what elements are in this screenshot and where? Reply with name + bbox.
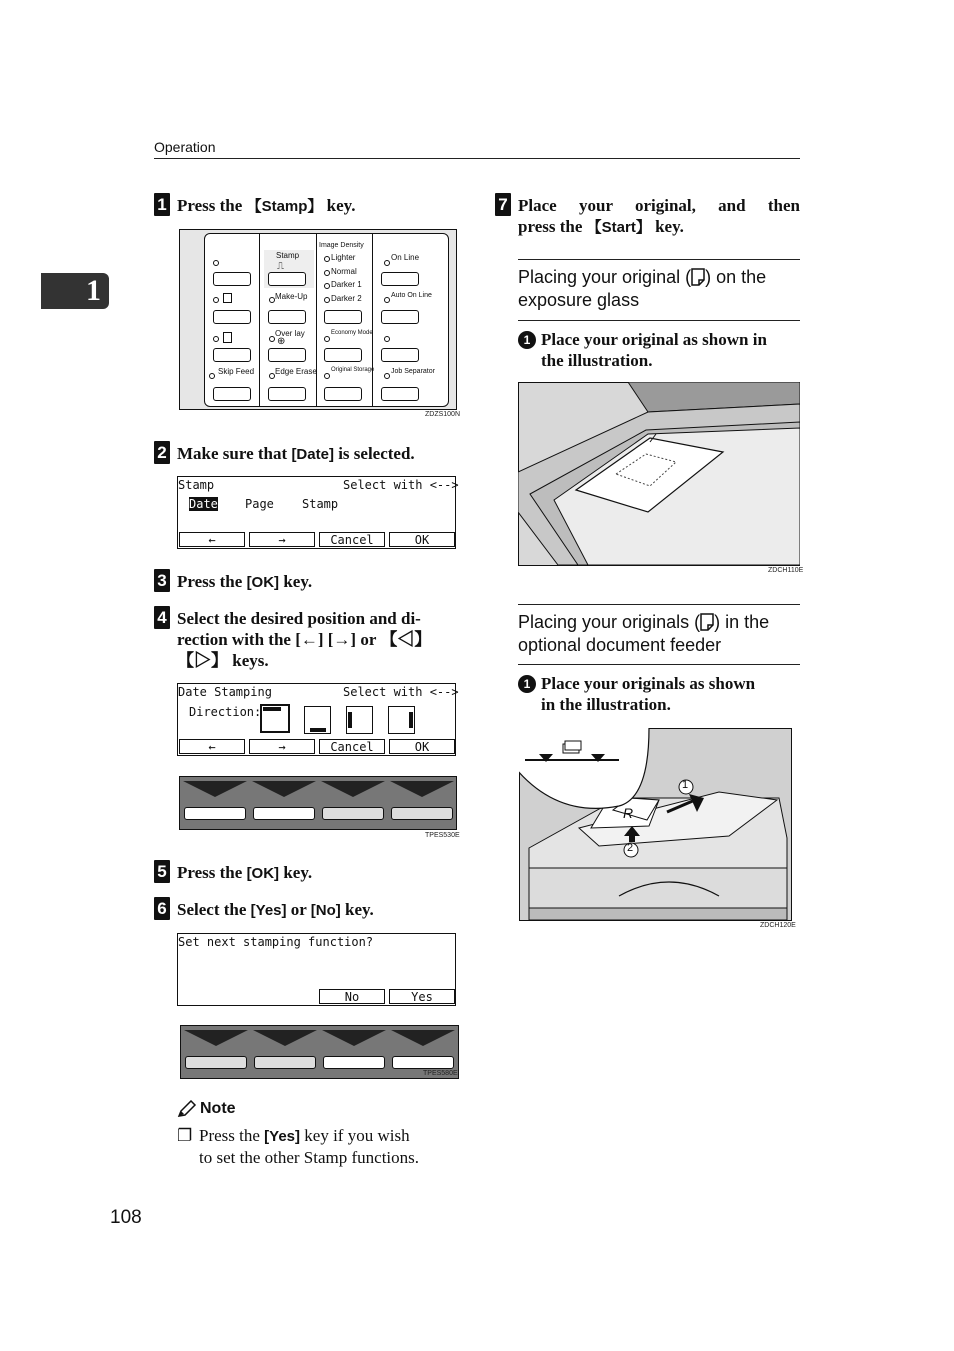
indicator-led [384, 336, 390, 342]
left-arrow-button[interactable]: ← [179, 739, 245, 754]
figure-code: TPES530E [425, 832, 460, 839]
step-3-number: 3 [154, 569, 170, 592]
selection-key[interactable] [392, 1056, 454, 1069]
cancel-button[interactable]: Cancel [319, 532, 385, 547]
substep-line-2: in the illustration. [541, 695, 671, 714]
lcd-title: Stamp [178, 478, 215, 492]
job-separator-label: Job Separator [391, 368, 435, 375]
indicator-led [209, 373, 215, 379]
substep-glass [518, 329, 803, 371]
step-6-text-end: key. [340, 900, 374, 919]
checkbox-bullet-icon: ❐ [177, 1126, 193, 1145]
section-rule [518, 604, 800, 605]
section-rule [518, 259, 800, 260]
section-rule [518, 664, 800, 665]
on-line-label: On Line [391, 253, 420, 262]
down-arrow-icon [252, 781, 316, 797]
yes-button[interactable]: Yes [389, 989, 455, 1004]
step-4-number: 4 [154, 606, 170, 629]
selection-keys-strip [179, 776, 457, 830]
step-4-line-2: rection with the [←] [→] or 【◁】 [177, 630, 432, 649]
step-7-number: 7 [495, 193, 511, 216]
selection-key[interactable] [184, 807, 246, 820]
date-key-label: [Date] [291, 446, 334, 463]
section-title-feeder [518, 611, 803, 657]
figure-code: TPES580E [423, 1070, 458, 1077]
panel-key [213, 310, 251, 324]
step-4 [154, 606, 464, 671]
note-item [177, 1125, 462, 1168]
panel-divider [259, 233, 260, 407]
substep-feeder [518, 673, 803, 715]
section-title-text: Placing your original ( [518, 267, 692, 287]
panel-key [213, 272, 251, 286]
darker-2-label: Darker 2 [331, 294, 362, 303]
no-button[interactable]: No [319, 989, 385, 1004]
indicator-led [213, 336, 219, 342]
step-1 [154, 193, 464, 217]
left-arrow-button[interactable]: ← [179, 532, 245, 547]
selection-key[interactable] [391, 807, 453, 820]
chapter-tab: 1 [41, 273, 109, 309]
panel-key [268, 348, 306, 362]
panel-key [213, 348, 251, 362]
figure-code: ZDCH120E [760, 922, 796, 929]
lcd-date-stamping-screen [177, 683, 459, 756]
step-7 [495, 193, 800, 238]
figure-code: ZDCH110E [768, 567, 804, 574]
lcd-prompt: Set next stamping function? [178, 935, 374, 949]
note-text-end: key if you wish [300, 1126, 410, 1145]
down-arrow-icon [321, 781, 385, 797]
panel-key [381, 348, 419, 362]
original-document-icon [700, 613, 714, 631]
section-title-text: Placing your originals ( [518, 612, 701, 632]
running-header: Operation [154, 139, 216, 155]
indicator-led [324, 297, 330, 303]
step-2-text: Make sure that [177, 444, 292, 463]
document-feeder-illustration [519, 728, 792, 921]
stamp-key-label: 【Stamp】 [246, 198, 323, 215]
darker-1-label: Darker 1 [331, 280, 362, 289]
substep-line-1: Place your originals as shown [541, 674, 756, 693]
note-heading [177, 1100, 236, 1118]
panel-key [381, 387, 419, 401]
ok-key-label: [OK] [246, 574, 280, 591]
economy-mode-label: Economy Mode [331, 330, 373, 336]
selection-key[interactable] [253, 807, 315, 820]
step-5-text-end: key. [279, 863, 313, 882]
note-line-2: to set the other Stamp functions. [199, 1148, 420, 1167]
panel-key [324, 348, 362, 362]
direction-label: Direction: [189, 705, 262, 719]
normal-label: Normal [331, 267, 357, 276]
original-storage-label: Original Storage [331, 367, 375, 373]
step-5-number: 5 [154, 860, 170, 883]
substep-line-1: Place your original as shown in [541, 330, 767, 349]
indicator-led [324, 336, 330, 342]
staple-icon [223, 332, 232, 343]
section-title-line-2: optional document feeder [518, 635, 722, 655]
panel-key [324, 387, 362, 401]
right-arrow-button[interactable]: → [249, 739, 315, 754]
down-arrow-icon [322, 1030, 386, 1046]
step-6-text: Select the [177, 900, 251, 919]
panel-key [268, 310, 306, 324]
selection-key[interactable] [254, 1056, 316, 1069]
yes-key-label: [Yes] [264, 1128, 301, 1145]
down-arrow-icon [390, 781, 454, 797]
selection-key[interactable] [185, 1056, 247, 1069]
substep-number: 1 [518, 331, 536, 349]
step-2 [154, 441, 464, 465]
right-arrow-button[interactable]: → [249, 532, 315, 547]
panel-key [213, 387, 251, 401]
lcd-stamp-screen [177, 476, 459, 549]
note-text: Press the [199, 1126, 265, 1145]
step-4-line-1: Select the desired position and di- [177, 609, 421, 628]
no-key-label: [No] [310, 902, 341, 919]
step-7-text-end: key. [650, 217, 684, 236]
indicator-led [324, 270, 330, 276]
lighter-label: Lighter [331, 253, 356, 262]
pencil-icon [177, 1100, 197, 1118]
control-panel-illustration [179, 229, 457, 410]
stamp-icon: ⎍ [277, 261, 284, 272]
lcd-hint: Select with <--> [343, 685, 459, 699]
direction-option-1[interactable] [260, 704, 290, 733]
step-1-text: Press the [177, 196, 247, 215]
callout-1: 1 [682, 779, 689, 791]
lcd-hint: Select with <--> [343, 478, 459, 492]
step-5 [154, 860, 464, 884]
panel-key [381, 272, 419, 286]
indicator-led [324, 256, 330, 262]
header-rule [154, 158, 800, 159]
stamp-panel-key [268, 272, 306, 286]
substep-line-2: the illustration. [541, 351, 653, 370]
section-title-text-end: ) on the [705, 267, 767, 287]
step-4-line-3: 【▷】 keys. [177, 651, 269, 670]
panel-key [381, 310, 419, 324]
auto-on-line-label: Auto On Line [391, 292, 432, 299]
indicator-led [384, 297, 390, 303]
down-arrow-icon [391, 1030, 455, 1046]
indicator-led [384, 260, 390, 266]
cancel-button[interactable]: Cancel [319, 739, 385, 754]
step-3 [154, 569, 464, 593]
ok-button[interactable]: OK [389, 739, 455, 754]
step-3-text-end: key. [279, 572, 313, 591]
selection-key[interactable] [322, 807, 384, 820]
indicator-led [324, 283, 330, 289]
indicator-led [324, 373, 330, 379]
skip-feed-label: Skip Feed [218, 367, 255, 376]
selection-key[interactable] [323, 1056, 385, 1069]
selection-keys-strip [180, 1025, 459, 1079]
stamp-label: Stamp [276, 251, 300, 260]
stamp-option[interactable]: Stamp [302, 497, 339, 511]
yes-key-label: [Yes] [250, 902, 287, 919]
image-density-label: Image Density [319, 242, 364, 249]
original-document-icon [691, 268, 705, 286]
lcd-next-stamping-screen [177, 933, 456, 1006]
ok-button[interactable]: OK [389, 532, 455, 547]
step-3-text: Press the [177, 572, 247, 591]
step-5-text: Press the [177, 863, 247, 882]
step-6 [154, 897, 464, 921]
step-1-text-end: key. [322, 196, 356, 215]
panel-divider [372, 233, 373, 407]
step-6-number: 6 [154, 897, 170, 920]
make-up-label: Make-Up [275, 292, 308, 301]
step-2-number: 2 [154, 441, 170, 464]
date-option[interactable]: Date [189, 497, 218, 511]
sort-icon [223, 293, 232, 303]
step-7-text: press the [518, 217, 587, 236]
note-title: Note [200, 1100, 236, 1117]
panel-key [268, 387, 306, 401]
step-7-line-1: Place your original, and then [518, 196, 800, 215]
ok-key-label: [OK] [246, 865, 280, 882]
direction-option-3[interactable] [346, 706, 373, 734]
indicator-led [384, 373, 390, 379]
down-arrow-icon [183, 781, 247, 797]
over-lay-label: Over lay [275, 329, 305, 338]
indicator-led [213, 297, 219, 303]
indicator-led [213, 260, 219, 266]
edge-erase-label: Edge Erase [275, 367, 317, 376]
substep-number: 1 [518, 675, 536, 693]
overlay-icon: ⊕ [277, 336, 286, 347]
figure-code: ZDZS100N [425, 411, 461, 418]
direction-option-4[interactable] [388, 706, 415, 734]
page-option[interactable]: Page [245, 497, 274, 511]
panel-divider [316, 233, 317, 407]
svg-text:R: R [623, 805, 634, 821]
step-2-text-end: is selected. [333, 444, 415, 463]
page-number: 108 [110, 1207, 142, 1228]
section-title-line-2: exposure glass [518, 290, 640, 310]
section-title-text-end: ) in the [714, 612, 770, 632]
section-title-glass [518, 266, 803, 312]
step-6-text-mid: or [286, 900, 311, 919]
lcd-title: Date Stamping [178, 685, 272, 699]
section-rule [518, 320, 800, 321]
panel-key [324, 310, 362, 324]
down-arrow-icon [184, 1030, 248, 1046]
step-1-number: 1 [154, 193, 170, 216]
down-arrow-icon [253, 1030, 317, 1046]
start-key-label: 【Start】 [586, 219, 651, 236]
direction-option-2[interactable] [304, 706, 331, 734]
callout-2: 2 [627, 842, 634, 854]
exposure-glass-illustration [518, 382, 800, 566]
